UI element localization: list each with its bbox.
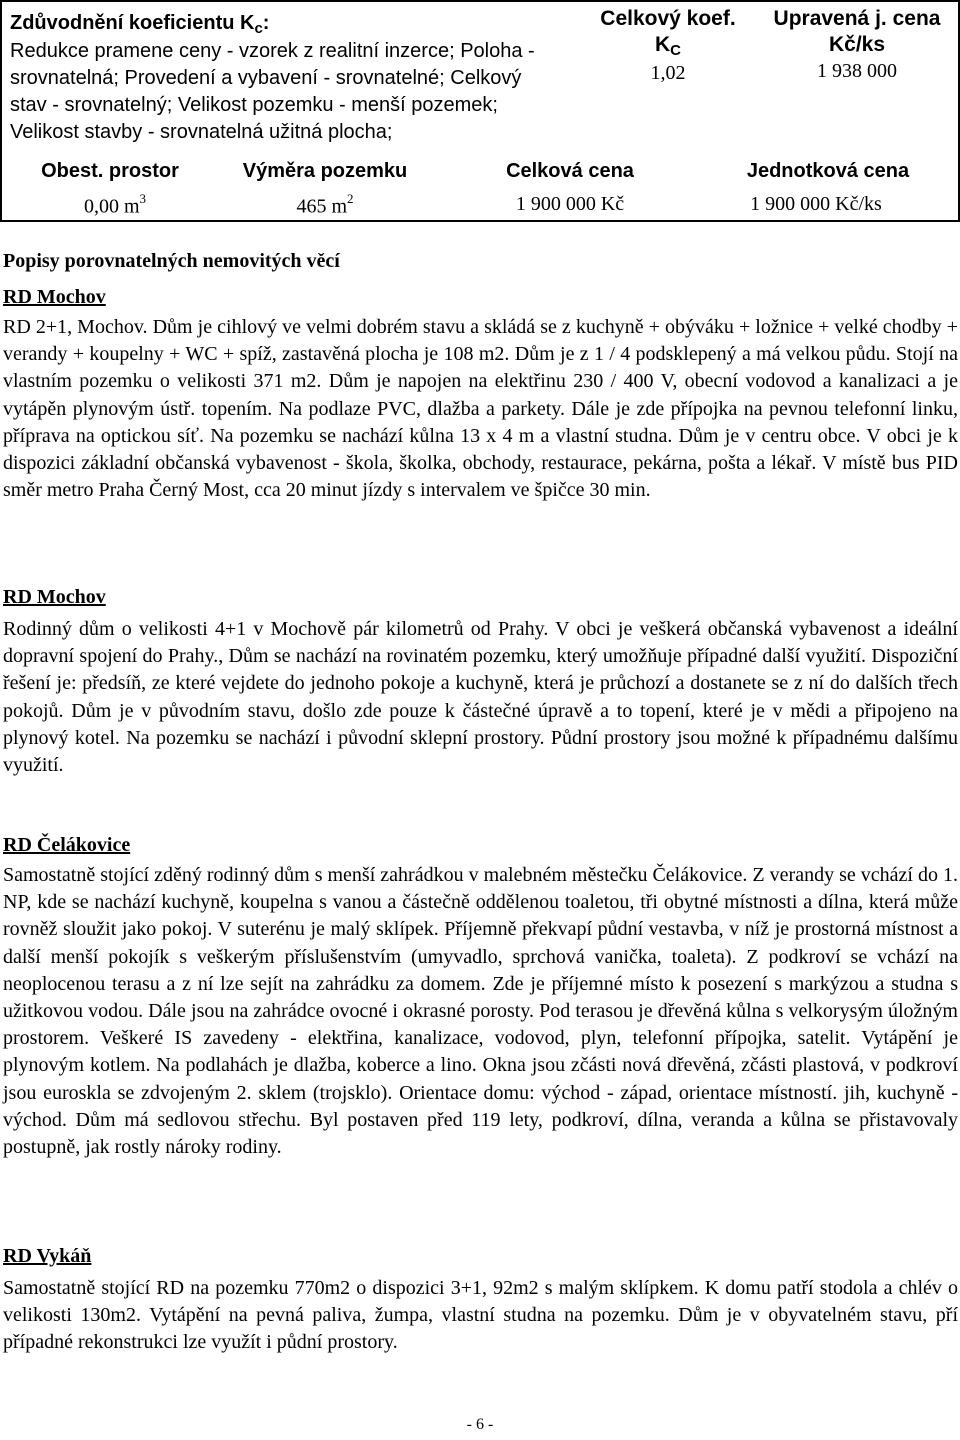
total-coef-label: Celkový koef.: [600, 7, 736, 30]
description-text: Rodinný dům o velikosti 4+1 v Mochově pár kilometrů od Prahy. V obci je veškerá občanská vybavenost a ideální dopravní spojení do Prahy., Dům se nachází na rovinatém pozemku, který umožňuje případné další využití. Dispoziční řešení je: předsíň, ze které vejdete do jednoho pokoje a kuchyně, která je průchozí a dostanete se z ní do dalších třech pokojů. Dům je v původním stavu, došlo zde pouze k částečné úpravě a to topení, které je v mědi a připojeno na plynový kotel. Na pozemku se nachází i původní sklepní prostory. Půdní prostory jsou možné k případnému dalšímu využití.: [3, 618, 958, 777]
coefficient-justification: [10, 10, 562, 146]
description-heading: RD Vykáň: [3, 1245, 92, 1267]
header-land-area: Výměra pozemku: [242, 160, 408, 182]
adjusted-unit-price: [762, 6, 952, 84]
page-number: - 6 -: [466, 1416, 494, 1433]
header-unit-price: Jednotková cena: [746, 160, 910, 182]
adjusted-price-label: Upravená j. cena: [773, 7, 941, 30]
total-price-value: 1 900 000 Kč: [515, 193, 625, 215]
description-text: Samostatně stojící RD na pozemku 770m2 o dispozici 3+1, 92m2 s malým sklípkem. K domu patří stodola a chlév o velikosti 130m2. Vytápění na pevná paliva, žumpa, vlastní studna na pozemku. Dům je v obyvatelném stavu, pří případné rekonstrukci lze využít i půdní prostory.: [3, 1277, 958, 1354]
header-volume: Obest. prostor: [41, 160, 179, 182]
land-area-value: 465 $m^2$: [296, 191, 354, 218]
adjusted-price-value: 1 938 000: [817, 60, 897, 82]
description-text: Samostatně stojící zděný rodinný dům s menší zahrádkou v malebném městečku Čelákovice. Z verandy se vchází do 1. NP, kde se nachází kuchyně, koupelna s vanou a částečně oddělenou toaletou, tři obytné místnosti a dílna, která může rovněž sloužit jako pokoj. V suterénu je malý sklípek. Příjemně překvapí půdní vestavba, v níž je prostorná místnost a další menší pokojík s veškerým příslušenstvím (umyvadlo, sprchová vanička, toaleta). Z podkroví se vchází na neoplocenou terasu a z ní lze sejít na zahrádku za domem. Zde je příjemné místo k posezení s markýzou a studna s užitkovou vodou. Dále jsou na zahrádce ovocné i okrasné porosty. Pod terasou je dřevěná kůlna s velkorysým úložným prostorem. Veškeré IS zavedeny - elektřina, kanalizace, vodovod, plyn, telefonní přípojka, satelit. Vytápění je plynovým kotlem. Na podlahách je dlažba, koberce a lino. Okna jsou zčásti nová dřevěná, zčásti plastová, v podkroví jsou euroskla se zdvojeným 2. sklem (trojsklo). Orientace domu: východ - západ, orientace místností. jih, kuchyně - východ. Dům má sedlovou střechu. Byl postaven před 119 lety, podkroví, dílna, veranda a kůlna se přistavovaly postupně, jak rostly nároky rodiny.: [3, 864, 958, 1159]
unit-price-value: 1 900 000 Kč/ks: [750, 193, 882, 215]
description-text: RD 2+1, Mochov. Dům je cihlový ve velmi dobrém stavu a skládá se z kuchyně + obýváku + ložnice + velké chodby + verandy + koupelny + WC + spíž, zastavěná plocha je 108 m2. Dům je z 1 / 4 podsklepený a má velkou půdu. Stojí na vlastním pozemku o velikosti 371 m2. Dům je napojen na elektřinu 230 / 400 V, obecní vodovod a kanalizaci a je vytápěn plynovým ústř. topením. Na podlaze PVC, dlažba a parkety. Dále je zde přípojka na pevnou telefonní linku, příprava na optickou síť. Na pozemku se nachází kůlna 13 x 4 m a vlastní studna. Dům je v centru obce. V obci je k dispozici základní občanská vybavenost - škola, školka, obchody, restaurace, pekárna, pošta a lékař. V místě bus PID směr metro Praha Černý Most, cca 20 minut jízdy s intervalem ve špičce 30 min.: [3, 316, 958, 502]
description-heading: RD Čelákovice: [3, 834, 131, 856]
total-coef-value: 1,02: [650, 62, 686, 84]
total-coefficient: [588, 6, 748, 86]
justification-text: Redukce pramene ceny - vzorek z realitní inzerce; Poloha - srovnatelná; Provedení a vybavení - srovnatelné; Celkový stav - srovnatelný; Velikost pozemku - menší pozemek; Velikost stavby - srovnatelná užitná plocha;: [10, 40, 535, 143]
adjusted-price-unit: Kč/ks: [828, 33, 886, 56]
header-total-price: Celková cena: [506, 160, 634, 182]
kc-label: KC: [654, 33, 681, 59]
description-heading: RD Mochov: [3, 286, 106, 308]
description-heading: RD Mochov: [3, 586, 106, 608]
section-title: Popisy porovnatelných nemovitých věcí: [3, 250, 340, 272]
justification-title: Zdůvodnění koeficientu $K_c$:: [10, 12, 270, 37]
volume-value: 0,00 $m^3$: [83, 191, 147, 218]
